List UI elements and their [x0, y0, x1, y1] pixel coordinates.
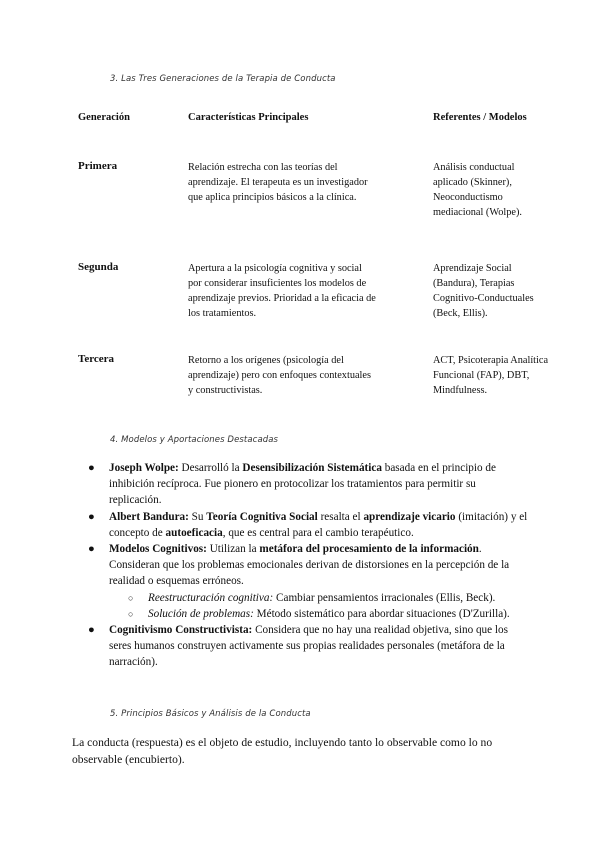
bullet-text: Desarrolló la — [178, 462, 243, 474]
bullet-dot-icon: ● — [88, 462, 95, 474]
bullet-text: , que es central para el cambio terapéutico. — [222, 526, 414, 539]
sub-list-item-problem-solving — [88, 606, 528, 622]
bullet-dot-icon: ● — [88, 543, 95, 556]
bullet-bold-term: aprendizaje vicario — [363, 510, 456, 523]
list-item-cognitive-models — [88, 541, 528, 590]
sub-item-text: Cambiar pensamientos irracionales (Ellis, Beck). — [273, 591, 496, 604]
bullet-bold-term: Desensibilización Sistemática — [242, 462, 382, 474]
hollow-circle-bullet-icon: ○ — [128, 592, 134, 603]
bullet-bold-term: Teoría Cognitiva Social — [206, 510, 318, 523]
bullet-name: Joseph Wolpe: — [109, 462, 179, 474]
list-item-bandura — [88, 509, 528, 541]
bullet-text: Utilizan la — [206, 543, 260, 556]
table-row-generation: Segunda — [78, 261, 119, 273]
section-5-paragraph: La conducta (respuesta) es el objeto de estudio, incluyendo tanto lo observable como lo no observable (encubierto). — [72, 736, 493, 766]
bullet-name: Cognitivismo Constructivista: — [109, 624, 253, 637]
table-row-generation: Tercera — [78, 353, 115, 365]
bullet-bold-term: autoeficacia — [165, 526, 223, 539]
table-header-generation: Generación — [78, 112, 130, 123]
sub-item-label: Solución de problemas: — [148, 607, 254, 620]
table-row-generation: Primera — [78, 160, 118, 172]
table-row-references: ACT, Psicoterapia Analítica Funcional (FAP), DBT, Mindfulness. — [433, 355, 549, 396]
bullet-text: basada en el principio de inhibición recíproca. Fue pionero en protocolizar los tratamientos para permitir su replicación. — [109, 462, 496, 507]
sub-list-item-restructuring — [88, 590, 528, 606]
bullet-text: resalta el — [317, 510, 364, 523]
section-4-heading: 4. Modelos y Aportaciones Destacadas — [110, 435, 279, 445]
bullet-dot-icon: ● — [88, 624, 95, 637]
models-list — [88, 460, 528, 671]
bullet-bold-term: metáfora del procesamiento de la información — [259, 543, 479, 556]
hollow-circle-bullet-icon: ○ — [128, 608, 134, 619]
table-header-references: Referentes / Modelos — [433, 112, 527, 123]
bullet-dot-icon: ● — [88, 510, 95, 523]
section-3-heading: 3. Las Tres Generaciones de la Terapia de Conducta — [110, 74, 336, 84]
bullet-text: (imitación) y el concepto de — [109, 510, 528, 539]
bullet-name: Albert Bandura: — [109, 510, 189, 523]
table-row-characteristics: Retorno a los orígenes (psicología del aprendizaje) pero con enfoques contextuales y constructivistas. — [188, 355, 371, 396]
sub-item-text: Método sistemático para abordar situaciones (D'Zurilla). — [253, 607, 510, 620]
table-row-characteristics: Apertura a la psicología cognitiva y social por considerar insuficientes los modelos de aprendizaje previos. Prioridad a la eficacia de los tratamientos. — [188, 263, 376, 319]
bullet-text: . Consideran que los problemas emocionales derivan de distorsiones en la percepción de la realidad o esquemas erróneos. — [109, 543, 510, 588]
table-row-characteristics: Relación estrecha con las teorías del aprendizaje. El terapeuta es un investigador que aplica principios básicos a la clínica. — [188, 162, 368, 203]
table-row-references: Análisis conductual aplicado (Skinner), Neoconductismo mediacional (Wolpe). — [433, 162, 522, 218]
table-row-references: Aprendizaje Social (Bandura), Terapias Cognitivo-Conductuales (Beck, Ellis). — [433, 263, 534, 319]
bullet-text: Considera que no hay una realidad objetiva, sino que los seres humanos construyen activamente sus propias realidades personales (metáfora de la narración). — [109, 624, 508, 669]
table-header-characteristics: Características Principales — [188, 112, 309, 123]
bullet-name: Modelos Cognitivos: — [109, 543, 207, 556]
list-item-wolpe — [88, 460, 528, 509]
sub-item-label: Reestructuración cognitiva: — [148, 591, 274, 604]
list-item-constructivism — [88, 622, 528, 671]
section-5-heading: 5. Principios Básicos y Análisis de la Conducta — [110, 709, 311, 719]
bullet-text: Su — [188, 510, 207, 523]
